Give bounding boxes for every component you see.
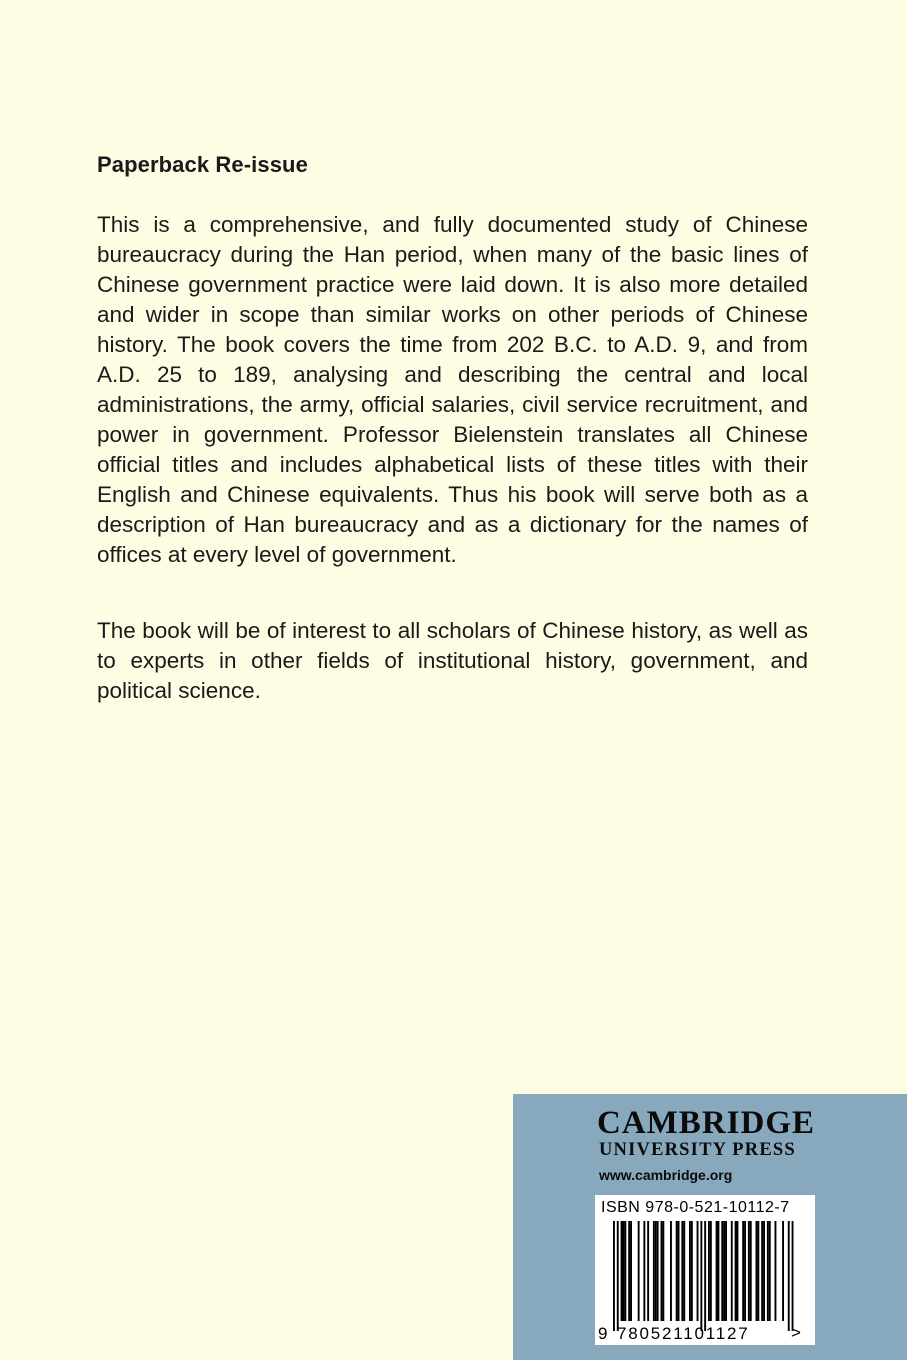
barcode-bar: [655, 1221, 657, 1321]
audience-paragraph: The book will be of interest to all scholars of Chinese history, as well as to experts in other fields of institutional history, government, and political science.: [97, 618, 808, 703]
barcode-bar: [723, 1221, 725, 1321]
isbn-label: ISBN 978-0-521-10112-7: [601, 1199, 790, 1216]
barcode-bar: [757, 1221, 759, 1321]
barcode-bar: [613, 1221, 615, 1331]
barcode-bar: [725, 1221, 727, 1321]
barcode-bar: [775, 1221, 777, 1321]
barcode-bar: [750, 1221, 752, 1321]
barcode-bar: [678, 1221, 680, 1321]
barcode-bar: [748, 1221, 750, 1321]
barcode-bar: [617, 1221, 619, 1331]
barcode-bar: [756, 1221, 758, 1321]
barcode-bar: [788, 1221, 790, 1331]
barcode-bar: [624, 1221, 626, 1321]
barcode-bar: [792, 1221, 794, 1331]
barcode-bar: [643, 1221, 645, 1321]
barcode-panel: [595, 1195, 815, 1345]
barcode-bar: [761, 1221, 763, 1321]
barcode-bar: [710, 1221, 712, 1321]
barcode-bar: [662, 1221, 664, 1321]
ean-digits: 780521101127: [617, 1324, 750, 1343]
barcode-bar: [681, 1221, 683, 1321]
cover-heading: Paperback Re-issue: [97, 152, 308, 177]
ean-first-digit: 9: [598, 1324, 608, 1343]
barcode-bar: [676, 1221, 678, 1321]
ean-arrow: >: [791, 1323, 801, 1342]
publisher-panel: [513, 1094, 907, 1360]
barcode-bar: [767, 1221, 769, 1321]
barcode-bar: [704, 1221, 706, 1331]
barcode-bar: [708, 1221, 710, 1321]
barcode-bar: [718, 1221, 720, 1321]
barcode-bar: [623, 1221, 625, 1321]
barcode-bar: [661, 1221, 663, 1321]
barcode-bar: [691, 1221, 693, 1321]
barcode-bar: [670, 1221, 672, 1321]
barcode-bar: [742, 1221, 744, 1321]
barcode-bar: [697, 1221, 699, 1321]
barcode-bar: [621, 1221, 623, 1321]
barcode-bar: [700, 1221, 702, 1331]
barcode-bar: [737, 1221, 739, 1321]
barcode-bar: [638, 1221, 640, 1321]
barcode-bar: [630, 1221, 632, 1321]
barcode-bar: [721, 1221, 723, 1321]
barcode-bar: [744, 1221, 746, 1321]
barcode-bar: [653, 1221, 655, 1321]
barcode-bar: [683, 1221, 685, 1321]
barcode-bar: [628, 1221, 630, 1321]
barcode-icon: [595, 1195, 815, 1345]
barcode-bar: [763, 1221, 765, 1321]
publisher-name: CAMBRIDGE: [597, 1105, 816, 1141]
barcode-bar: [731, 1221, 733, 1321]
publisher-website: www.cambridge.org: [599, 1167, 733, 1183]
barcode-bar: [657, 1221, 659, 1321]
barcode-bar: [782, 1221, 784, 1321]
publisher-subtitle: UNIVERSITY PRESS: [599, 1140, 796, 1160]
description-paragraph: This is a comprehensive, and fully documented study of Chinese bureaucracy during the Han period, when many of the basic lines of Chinese government practice were laid down. It is also more detailed and wider in scope than similar works on other periods of Chinese history. The book covers the time from 202 B.C. to A.D. 9, and from A.D. 25 to 189, analysing and describing the central and local administrations, the army, official salaries, civil service recruitment, and power in government. Professor Bielenstein translates all Chinese official titles and includes alphabetical lists of these titles with their English and Chinese equivalents. Thus his book will serve both as a description of Han bureaucracy and as a dictionary for the names of offices at every level of government.: [97, 212, 808, 567]
barcode-bar: [689, 1221, 691, 1321]
barcode-bar: [716, 1221, 718, 1321]
barcode-bar: [647, 1221, 649, 1321]
barcode-bar: [769, 1221, 771, 1321]
barcode-bar: [735, 1221, 737, 1321]
